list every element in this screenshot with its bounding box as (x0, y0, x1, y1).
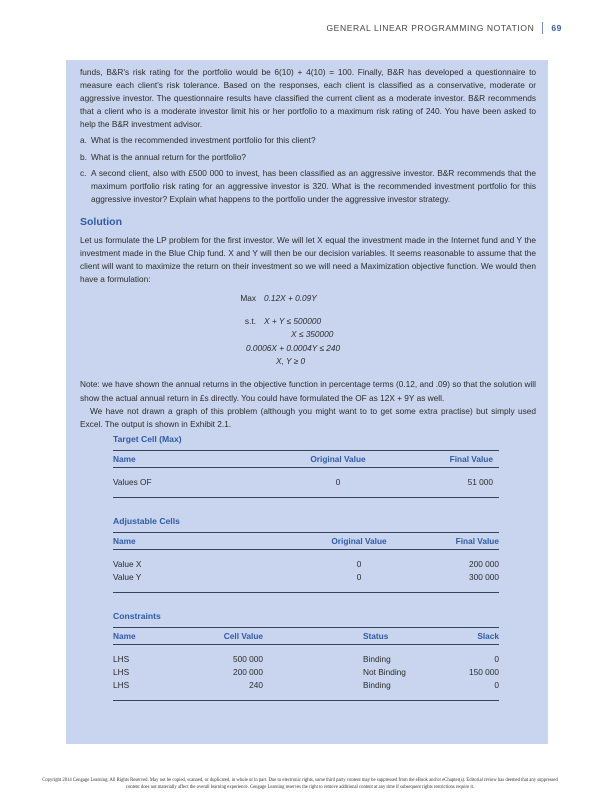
table-body (113, 645, 499, 701)
col-header: Name (113, 454, 136, 464)
table-row (113, 570, 499, 583)
example-content (80, 66, 536, 431)
col-header: Cell Value (223, 631, 263, 641)
lp-formulation (80, 292, 536, 368)
question-label: c. (80, 167, 87, 178)
cell: LHS (113, 680, 130, 690)
objective-label: Max (240, 293, 256, 304)
col-header: Original Value (310, 454, 366, 464)
cell: 0 (356, 572, 362, 582)
table-header (113, 627, 499, 645)
table-row (113, 665, 499, 678)
table-body (113, 468, 499, 498)
target-cell-section (113, 434, 499, 498)
cell: 500 000 (233, 654, 263, 664)
page-number: 69 (551, 23, 562, 33)
cell: Not Binding (363, 667, 406, 677)
table-row (113, 557, 499, 570)
cell: 240 (249, 680, 263, 690)
constraint-row (80, 328, 536, 341)
col-header: Name (113, 631, 136, 641)
objective-row (80, 292, 536, 305)
section-title: Adjustable Cells (113, 516, 180, 526)
objective-function: 0.12X + 0.09Y (264, 293, 317, 304)
cell: LHS (113, 654, 130, 664)
table-header (113, 532, 499, 550)
cell: Value X (113, 559, 142, 569)
col-header: Original Value (331, 536, 387, 546)
constraint-2: X ≤ 350000 (291, 329, 334, 340)
constraint-3: 0.0006X + 0.0004Y ≤ 240 (246, 342, 341, 353)
cell: LHS (113, 667, 130, 677)
constraint-4: X, Y ≥ 0 (276, 356, 306, 367)
constraint-row (80, 355, 536, 368)
solution-heading: Solution (80, 215, 122, 228)
constraints-section (113, 611, 499, 701)
copyright-footer: Copyright 2014 Cengage Learning. All Rights Reserved. May not be copied, scanned, or duplicated, in whole or in part. Due to electronic rights, some third party content may be suppressed from the eBook and/or eChapter(s). Editorial review has deemed that any suppressed content does not materially affect the overall learning experience. Cengage Learning reserves the right to remove additional content at any time if subsequent rights restrictions require it. (42, 778, 558, 790)
cell: 0 (494, 654, 499, 664)
exhibit-tables (113, 434, 499, 719)
constraint-1: X + Y ≤ 500000 (264, 315, 322, 326)
question-label: b. (80, 151, 87, 162)
graph-paragraph: We have not drawn a graph of this problem (although you might want to to get some extra practise) but simply used Excel. The output is shown in Exhibit 2.1. (80, 405, 536, 429)
running-header (326, 22, 562, 34)
cell: 150 000 (469, 667, 499, 677)
note-paragraph: Note: we have shown the annual returns in the objective function in percentage terms (0.12, and .09) so that the solution will show the actual annual return in £s directly. You could have formulated the OF as 12X + 9Y as well. (80, 379, 536, 403)
st-label: s.t. (244, 315, 256, 326)
section-title: Target Cell (Max) (113, 434, 182, 444)
constraint-row (80, 342, 536, 355)
col-header: Status (363, 631, 389, 641)
table-row (113, 652, 499, 665)
question-text: What is the annual return for the portfolio? (91, 151, 246, 162)
solution-paragraph: Let us formulate the LP problem for the first investor. We will let X equal the investment made in the Internet fund and Y the investment made in the Blue Chip fund. X and Y will then be our decision variables. It seems reasonable to assume that the client will want to maximize the return on their investment so we will need a Maximization objective function. We would then have a formulation: (80, 235, 536, 285)
cell: Value Y (113, 572, 142, 582)
question-c (80, 167, 536, 206)
cell: 51 000 (467, 477, 493, 487)
table-row (113, 678, 499, 691)
cell: 200 000 (233, 667, 263, 677)
question-b (80, 151, 536, 164)
cell: 200 000 (469, 559, 499, 569)
col-header: Slack (477, 631, 499, 641)
cell: Binding (363, 654, 391, 664)
running-title: GENERAL LINEAR PROGRAMMING NOTATION (326, 23, 535, 33)
question-label: a. (80, 135, 87, 146)
header-divider (542, 22, 543, 34)
adjustable-cells-section (113, 516, 499, 593)
section-title: Constraints (113, 611, 161, 621)
table-body (113, 550, 499, 593)
cell: 300 000 (469, 572, 499, 582)
cell: 0 (335, 477, 341, 487)
col-header: Name (113, 536, 136, 546)
question-text: What is the recommended investment portfolio for this client? (91, 135, 316, 146)
table-header (113, 450, 499, 468)
constraint-row (80, 315, 536, 328)
col-header: Final Value (455, 536, 499, 546)
question-a (80, 134, 536, 147)
col-header: Final Value (449, 454, 493, 464)
cell: 0 (356, 559, 362, 569)
question-text: A second client, also with £500 000 to invest, has been classified as an aggressive investor. B&R recommends that the maximum portfolio risk rating for an aggressive investor is 320. What is the recommended investment portfolio for this aggressive investor? Explain what happens to the portfolio under the aggressive investor strategy. (91, 167, 536, 204)
cell: Binding (363, 680, 391, 690)
cell: Values OF (113, 477, 152, 487)
cell: 0 (494, 680, 499, 690)
intro-paragraph: funds, B&R's risk rating for the portfolio would be 6(10) + 4(10) = 100. Finally, B&R has developed a questionnaire to measure each client's risk tolerance. Based on the responses, each client is classified as a conservative, moderate or aggressive investor. The questionnaire results have classified the current client as a moderate investor. B&R recommends that a client who is a moderate investor limit his or her portfolio to a maximum risk rating of 240. You have been asked to help the B&R investment advisor. (80, 67, 536, 130)
table-row (113, 475, 499, 488)
